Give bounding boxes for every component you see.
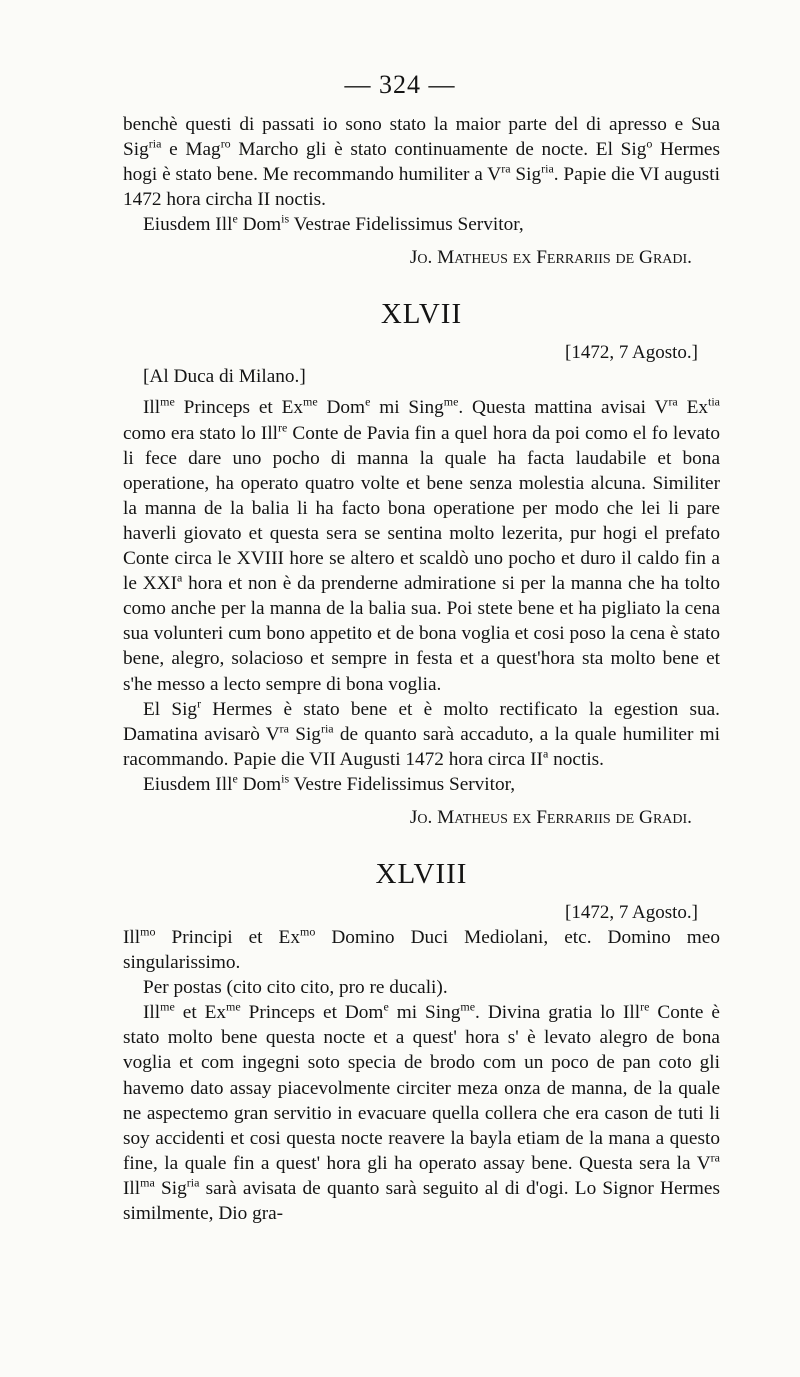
page-number: — 324 — bbox=[344, 70, 456, 99]
letter-continuation: benchè questi di passati io sono stato la maior parte del di apresso e Sua Sig$^{ria}$ e Mag$^{ro}$ Marcho gli è stato continuamente de nocte. El Sig$^o$ Hermes hogi è stato bene. Me recommando humiliter a $V^{ra}$ Sig$^{ria}$. Papie die VI augusti 1472 hora circha II noctis. bbox=[123, 114, 720, 211]
letter-number: XLVIII bbox=[375, 857, 468, 890]
letter-addressee: Ill$^{mo}$ Principi et $Ex^{mo}$ Domino Duci Mediolani, etc. Domino meo singularissimo. bbox=[123, 924, 720, 974]
letter-signature: Jo. Matheus ex Ferrariis de Gradi. bbox=[409, 247, 692, 269]
letter-closing: Eiusdem Ill$^e$ Dom$^{is}$ Vestre Fidelissimus Servitor, bbox=[143, 771, 516, 795]
letter-postscript: Per postas (cito cito cito, pro re ducali). bbox=[143, 977, 448, 999]
letter-addressee: [Al Duca di Milano.] bbox=[143, 366, 306, 388]
letter-number: XLVII bbox=[380, 298, 463, 331]
letter-paragraph: Ill$^{me}$ Princeps et $Ex^{me}$ Dom$^e$ mi Sing$^{me}$. Questa mattina avisai $V^{ra}$ $Ex^{tia}$ como era stato lo Ill$^{re}$ Conte de Pavia fin a quel hora da poi como el fo levato li fece dare uno pocho di manna la quale ha facta laudabile et bona operatione, ha operato quatro volte et bene senza molestia alcuna. Similiter la manna de la balia li ha facto bona operatione per modo che lei li pare haverli giovato et questa sera se sentina molto lezerita, pur hogi el prefato Conte circa le XVIII hore se altero et scaldò uno pocho et duro il caldo fin a le XXI$^a$ hora et non è da prenderne admiratione si per la manna che ha tolto como anche per la manna de la balia sua. Poi stete bene et ha pigliato la cena sua volunteri cum bono appetito et de bona voglia et cosi poso la cena è stato bene, alegro, solacioso et sempre in festa et a quest'hora sta molto bene et s'he messo a lecto sempre di bona voglia. bbox=[123, 395, 721, 695]
letter-paragraph: Ill$^{me}$ et $Ex^{me}$ Princeps et Dom$^e$ mi Sing$^{me}$. Divina gratia lo Ill$^{re}$ Conte è stato molto bene questa nocte et a quest' hora s' è levato alegro de bona voglia et com ingegni soto specia de brodo com un poco de pan coto gli havemo dato assay piacevolmente circiter meza onza de manna, de la quale ne aspectemo gran servitio in evacuare quella collera che era cason de tuti li soy accidenti et cosi questa nocte reavere la bayla etiam de la mana a questo fine, la quale fin a quest' hora gli ha operato assay bene. Questa sera la $V^{ra}$ Ill$^{ma}$ Sig$^{ria}$ sarà avisata de quanto sarà seguito al di d'ogi. Lo Signor Hermes similmente, Dio gra- bbox=[123, 999, 720, 1224]
letter-date: [1472, 7 Agosto.] bbox=[565, 342, 698, 364]
letter-paragraph: El Sig$^r$ Hermes è stato bene et è molto rectificato la egestion sua. Damatina avisarò $V^{ra}$ Sig$^{ria}$ de quanto sarà accaduto, a la quale humiliter mi racommando. Papie die VII Augusti 1472 hora circa $II^a$ noctis. bbox=[123, 696, 721, 770]
letter-signature: Jo. Matheus ex Ferrariis de Gradi. bbox=[409, 806, 692, 828]
page-body bbox=[123, 112, 720, 1226]
letter-closing: Eiusdem Ill$^e$ Dom$^{is}$ Vestrae Fidelissimus Servitor, bbox=[143, 211, 524, 236]
letter-date: [1472, 7 Agosto.] bbox=[565, 901, 698, 923]
